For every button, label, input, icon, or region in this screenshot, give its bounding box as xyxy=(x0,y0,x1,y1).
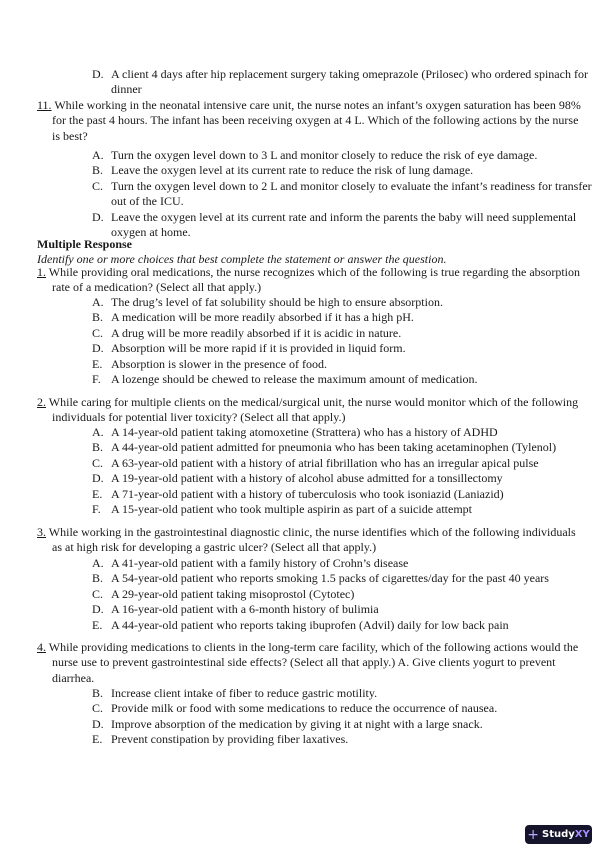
option-b xyxy=(92,686,592,701)
question-number: 4. xyxy=(37,640,46,654)
option-e xyxy=(92,487,592,502)
question-11-options xyxy=(92,148,592,240)
option-d xyxy=(92,341,592,356)
question-3 xyxy=(37,525,585,556)
option-d xyxy=(92,602,592,617)
question-2-options xyxy=(92,425,592,517)
option-text: Increase client intake of fiber to reduce gastric motility. xyxy=(111,686,378,700)
option-c xyxy=(92,326,592,341)
option-text: Turn the oxygen level down to 3 L and monitor closely to reduce the risk of eye damage. xyxy=(111,148,538,162)
question-number: 11. xyxy=(37,98,52,112)
option-text: Leave the oxygen level at its current rate to reduce the risk of lung damage. xyxy=(111,163,474,178)
option-text: Provide milk or food with some medications to reduce the occurrence of nausea. xyxy=(111,701,498,716)
option-letter: B. xyxy=(92,163,104,178)
option-letter: E. xyxy=(92,486,103,501)
option-text: Prevent constipation by providing fiber laxatives. xyxy=(111,732,349,747)
option-text: A 44-year-old patient who reports taking ibuprofen (Advil) daily for low back pain xyxy=(111,617,509,632)
studyxy-badge[interactable] xyxy=(525,825,592,844)
option-letter: E. xyxy=(92,617,103,632)
prev-question-option-d xyxy=(92,67,592,98)
option-letter: A. xyxy=(92,425,104,439)
option-text: A 19-year-old patient with a history of alcohol abuse admitted for a tonsillectomy xyxy=(111,471,503,486)
plus-icon: + xyxy=(527,826,539,843)
option-b xyxy=(92,310,592,325)
option-a xyxy=(92,556,592,571)
option-b xyxy=(92,440,592,455)
option-text: The drug’s level of fat solubility should be high to ensure absorption. xyxy=(111,295,443,309)
option-c xyxy=(92,587,592,602)
option-b xyxy=(92,571,592,586)
question-4 xyxy=(37,640,585,686)
question-1-options xyxy=(92,295,592,387)
option-a xyxy=(92,425,592,440)
option-letter: A. xyxy=(92,148,104,162)
option-letter: C. xyxy=(92,325,104,340)
option-letter: B. xyxy=(92,571,104,586)
option-f xyxy=(92,502,592,517)
option-letter: E. xyxy=(92,732,103,747)
option-letter: A. xyxy=(92,556,104,570)
option-text: A lozenge should be chewed to release the maximum amount of medication. xyxy=(111,372,478,387)
option-f xyxy=(92,372,592,387)
option-d xyxy=(92,717,592,732)
option-c xyxy=(92,701,592,716)
question-3-options xyxy=(92,556,592,633)
option-text: Leave the oxygen level at its current rate and inform the parents the baby will need supplemental oxygen at home. xyxy=(111,209,577,240)
question-number: 2. xyxy=(37,395,46,409)
option-letter: D. xyxy=(92,341,104,356)
question-number: 1. xyxy=(37,265,46,279)
option-e xyxy=(92,357,592,372)
option-text: A 71-year-old patient with a history of tuberculosis who took isoniazid (Laniazid) xyxy=(111,486,504,501)
option-letter: A. xyxy=(92,295,104,309)
option-text: Absorption is slower in the presence of food. xyxy=(111,356,327,371)
option-text: A 16-year-old patient with a 6-month history of bulimia xyxy=(111,602,379,617)
option-letter: E. xyxy=(92,356,103,371)
option-text: A 15-year-old patient who took multiple aspirin as part of a suicide attempt xyxy=(111,502,473,517)
question-11 xyxy=(37,98,585,144)
option-e xyxy=(92,732,592,747)
option-letter: D. xyxy=(92,716,104,731)
option-text: A client 4 days after hip replacement surgery taking omeprazole (Prilosec) who ordered spinach for dinner xyxy=(111,67,588,97)
option-a xyxy=(92,295,592,310)
option-c xyxy=(92,456,592,471)
section-instruction: Identify one or more choices that best complete the statement or answer the question. xyxy=(37,252,447,266)
option-e xyxy=(92,618,592,633)
question-stem: While providing oral medications, the nurse recognizes which of the following is true regarding the absorption rate of a medication? (Select all that apply.) xyxy=(48,265,580,295)
option-letter: F. xyxy=(92,502,101,517)
option-d xyxy=(92,471,592,486)
brand-xy: XY xyxy=(574,828,590,840)
question-stem: While providing medications to clients in the long-term care facility, which of the following actions would the nurse use to prevent gastrointestinal side effects? (Select all that apply.) A. Give clients yogurt to prevent diarrhea. xyxy=(48,640,579,685)
option-text: A 63-year-old patient with a history of atrial fibrillation who has an irregular apical pulse xyxy=(111,455,539,470)
option-letter: B. xyxy=(92,310,104,325)
option-a xyxy=(92,148,592,163)
question-4-options xyxy=(92,686,592,748)
option-letter: C. xyxy=(92,178,104,193)
option-letter: C. xyxy=(92,586,104,601)
option-letter: C. xyxy=(92,455,104,470)
section-title: Multiple Response xyxy=(37,237,133,251)
option-text: A 44-year-old patient admitted for pneumonia who has been taking acetaminophen (Tylenol) xyxy=(111,440,557,455)
option-text: Improve absorption of the medication by giving it at night with a large snack. xyxy=(111,716,483,731)
question-stem: While working in the gastrointestinal diagnostic clinic, the nurse identifies which of the following individuals as at high risk for developing a gastric ulcer? (Select all that apply.) xyxy=(48,525,576,555)
option-letter: B. xyxy=(92,686,104,700)
option-letter: D. xyxy=(92,67,104,81)
question-stem: While working in the neonatal intensive care unit, the nurse notes an infant’s oxygen saturation has been 98% for the past 4 hours. The infant has been receiving oxygen at 4 L. Which of the following actions by the nurse is best? xyxy=(52,98,581,143)
option-text: A 54-year-old patient who reports smoking 1.5 packs of cigarettes/day for the past 40 years xyxy=(111,571,549,586)
brand-name xyxy=(542,827,590,842)
brand-study: Study xyxy=(542,828,575,840)
option-letter: B. xyxy=(92,440,104,455)
question-2 xyxy=(37,395,585,426)
option-letter: C. xyxy=(92,701,104,716)
option-text: A medication will be more readily absorbed if it has a high pH. xyxy=(111,310,414,325)
option-text: A drug will be more readily absorbed if it is acidic in nature. xyxy=(111,325,402,340)
question-stem: While caring for multiple clients on the medical/surgical unit, the nurse would monitor which of the following individuals for potential liver toxicity? (Select all that apply.) xyxy=(48,395,579,425)
option-d xyxy=(92,210,592,241)
question-1 xyxy=(37,265,585,296)
question-number: 3. xyxy=(37,525,46,539)
option-text: A 14-year-old patient taking atomoxetine (Strattera) who has a history of ADHD xyxy=(111,425,498,439)
option-letter: F. xyxy=(92,372,101,387)
option-text: Absorption will be more rapid if it is provided in liquid form. xyxy=(111,341,406,356)
option-text: Turn the oxygen level down to 2 L and monitor closely to evaluate the infant’s readiness for transfer out of the ICU. xyxy=(111,178,592,209)
option-text: A 29-year-old patient taking misoprostol (Cytotec) xyxy=(111,586,355,601)
option-c xyxy=(92,179,592,210)
option-letter: D. xyxy=(92,209,104,224)
option-letter: D. xyxy=(92,471,104,486)
option-b xyxy=(92,163,592,178)
option-letter: D. xyxy=(92,602,104,617)
option-text: A 41-year-old patient with a family history of Crohn’s disease xyxy=(111,556,409,570)
